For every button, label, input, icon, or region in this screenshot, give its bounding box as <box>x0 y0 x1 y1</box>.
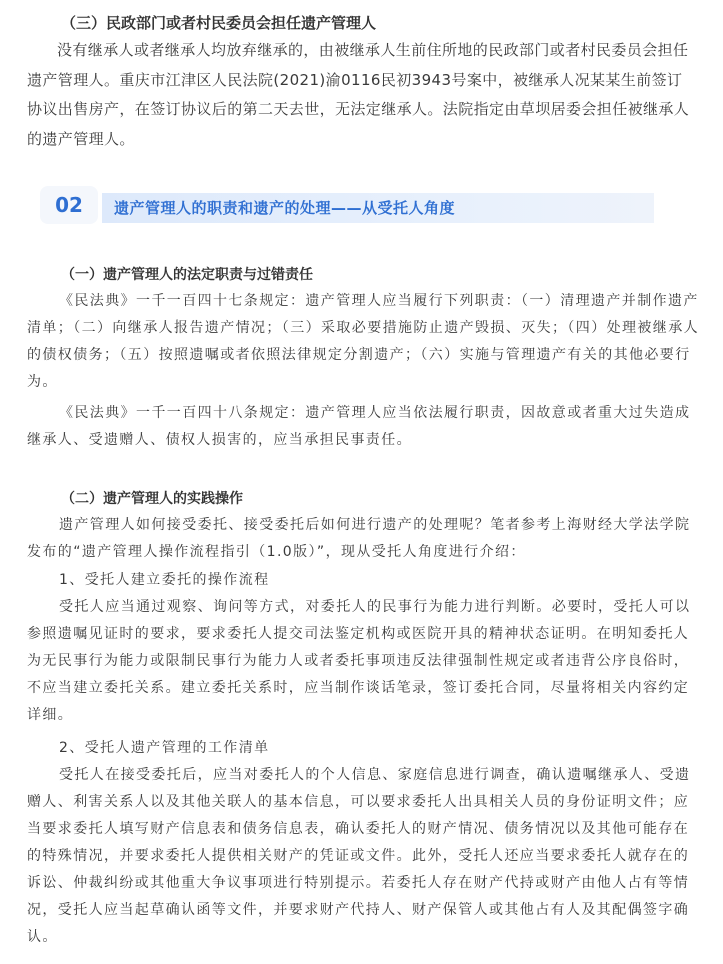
section-number-badge: 02 <box>40 186 98 224</box>
subheading-practical-operation: （二）遗产管理人的实践操作 <box>61 491 243 507</box>
subheading-statutory-duties: （一）遗产管理人的法定职责与过错责任 <box>61 267 313 283</box>
paragraph-practice-intro: 遗产管理人如何接受委托、接受委托后如何进行遗产的处理呢？笔者参考上海财经大学法学院发布的“遗产管理人操作流程指引（1.0版）”，现从受托人角度进行介绍： <box>27 517 691 560</box>
paragraph-article-1148: 《民法典》一千一百四十八条规定：遗产管理人应当依法履行职责，因故意或者重大过失造成继承人、受遗赠人、债权人损害的，应当承担民事责任。 <box>27 405 691 448</box>
list-item-title-1: 1、受托人建立委托的操作流程 <box>59 572 270 588</box>
section-title: 遗产管理人的职责和遗产的处理——从受托人角度 <box>114 199 456 217</box>
section-paragraph-civil-affairs: 没有继承人或者继承人均放弃继承的，由被继承人生前住所地的民政部门或者村民委员会担任遗产管理人。重庆市江津区人民法院(2021)渝0116民初3943号案中，被继承人况某某生前签订协议出售房产，在签订协议后的第二天去世，无法定继承人。法院指定由草坝居委会担任被继承人的遗产管理人。 <box>27 41 690 148</box>
list-item-body-1: 受托人应当通过观察、询问等方式，对委托人的民事行为能力进行判断。必要时，受托人可以参照遗嘱见证时的要求，要求委托人提交司法鉴定机构或医院开具的精神状态证明。在明知委托人为无民事行为能力或限制民事行为能力人或者委托事项违反法律强制性规定或者违背公序良俗时，不应当建立委托关系。建立委托关系时，应当制作谈话笔录，签订委托合同，尽量将相关内容约定详细。 <box>27 599 691 723</box>
section-banner <box>40 182 656 228</box>
list-item-body-2: 受托人在接受委托后，应当对委托人的个人信息、家庭信息进行调查，确认遗嘱继承人、受遗赠人、利害关系人以及其他关联人的基本信息，可以要求委托人出具相关人员的身份证明文件；应当要求委托人填写财产信息表和债务信息表，确认委托人的财产情况、债务情况以及其他可能存在的特殊情况，并要求委托人提供相关财产的凭证或文件。此外，受托人还应当要求委托人就存在的诉讼、仲裁纠纷或其他重大争议事项进行特别提示。若委托人存在财产代持或财产由他人占有等情况，受托人应当起草确认函等文件，并要求财产代持人、财产保管人或其他占有人及其配偶签字确认。 <box>27 767 691 945</box>
section-title-bar <box>102 193 654 223</box>
paragraph-article-1147: 《民法典》一千一百四十七条规定：遗产管理人应当履行下列职责：（一）清理遗产并制作遗产清单；（二）向继承人报告遗产情况；（三）采取必要措施防止遗产毁损、灭失；（四）处理被继承人的债权债务；（五）按照遗嘱或者依照法律规定分割遗产；（六）实施与管理遗产有关的其他必要行为。 <box>27 293 699 390</box>
list-item-title-2: 2、受托人遗产管理的工作清单 <box>59 740 270 756</box>
section-heading-civil-affairs: （三）民政部门或者村民委员会担任遗产管理人 <box>61 14 377 32</box>
